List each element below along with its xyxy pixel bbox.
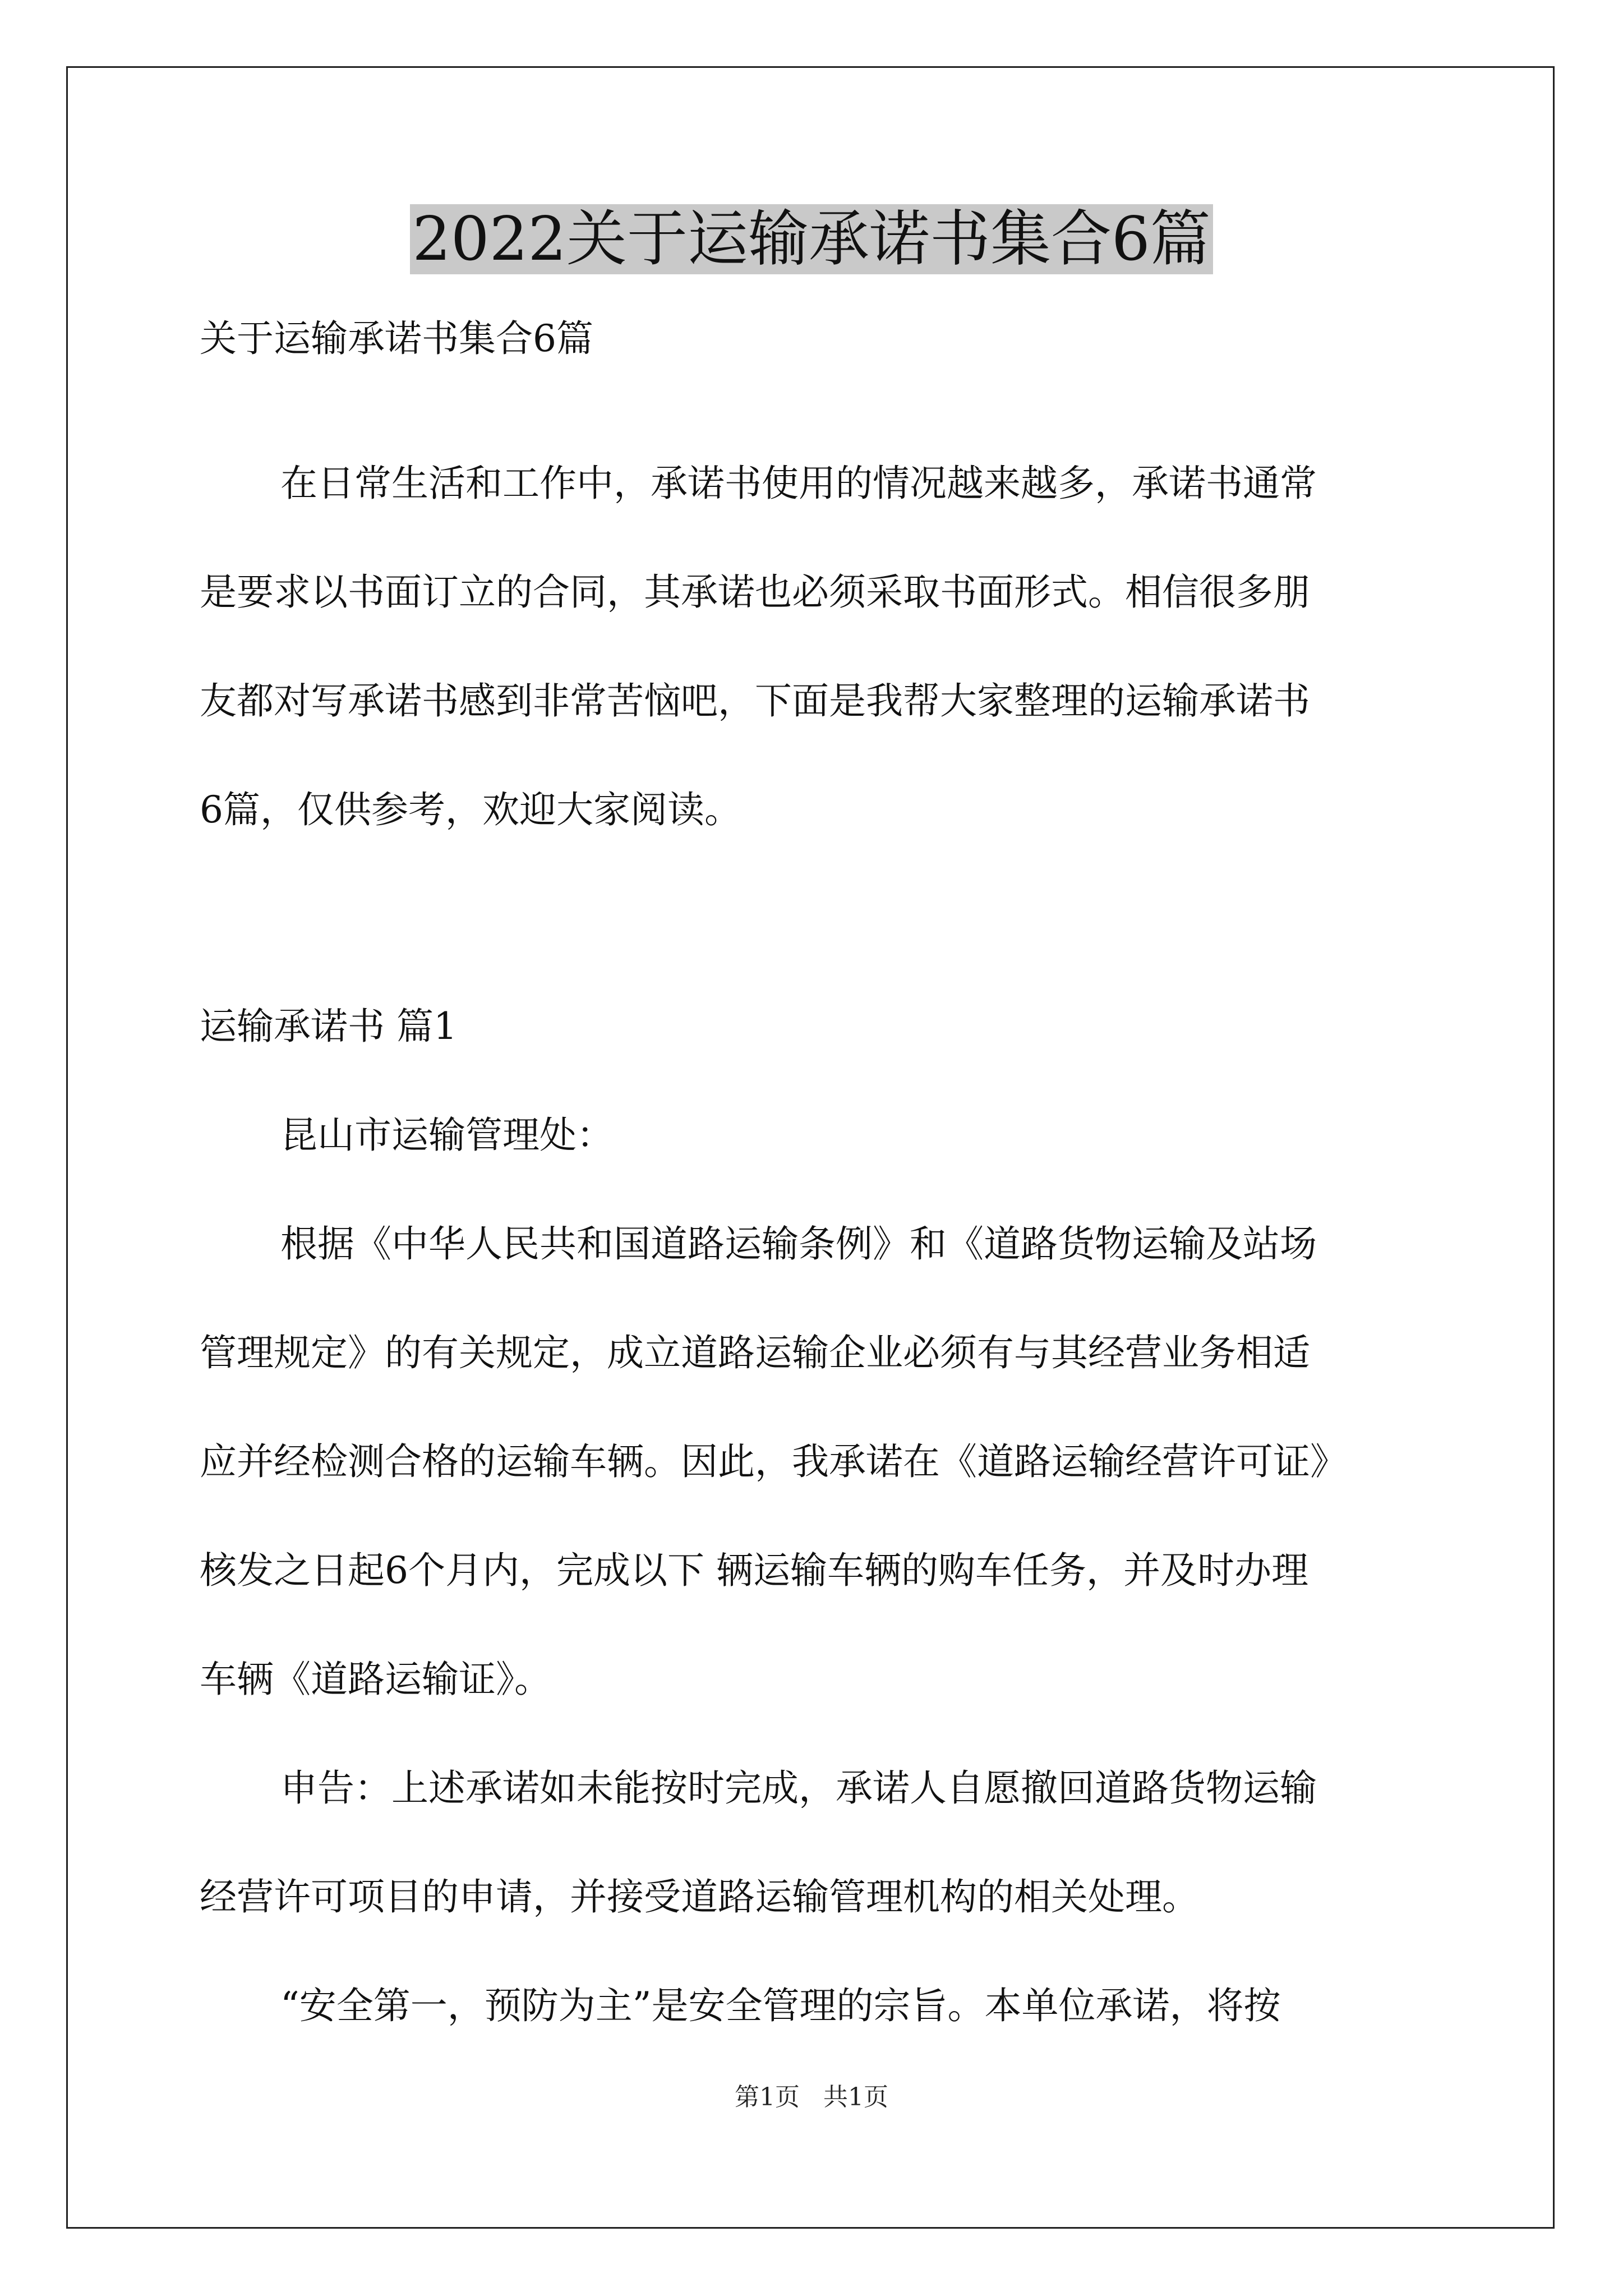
body-line: 经营许可项目的申请，并接受道路运输管理机构的相关处理。 [200, 1875, 1199, 1918]
intro-line: 友都对写承诺书感到非常苦恼吧，下面是我帮大家整理的运输承诺书 [200, 679, 1310, 723]
body-line: 核发之日起6个月内，完成以下 辆运输车辆的购车任务，并及时办理 [200, 1549, 1308, 1592]
body-line: 申告：上述承诺如未能按时完成，承诺人自愿撤回道路货物运输 [280, 1766, 1317, 1810]
intro-line: 6篇，仅供参考，欢迎大家阅读。 [200, 788, 741, 831]
section-heading: 运输承诺书 篇1 [200, 1005, 457, 1048]
addressee: 昆山市运输管理处： [280, 1114, 614, 1157]
body-line: 应并经检测合格的运输车辆。因此，我承诺在《道路运输经营许可证》 [200, 1440, 1347, 1483]
document-title-text: 2022关于运输承诺书集合6篇 [410, 204, 1213, 274]
page-number-footer: 第1页 共1页 [735, 2083, 888, 2111]
document-title [0, 203, 1623, 276]
body-line: 根据《中华人民共和国道路运输条例》和《道路货物运输及站场 [280, 1222, 1317, 1266]
document-subtitle: 关于运输承诺书集合6篇 [200, 317, 593, 360]
body-line: 车辆《道路运输证》。 [200, 1658, 551, 1701]
body-line: “安全第一，预防为主”是安全管理的宗旨。本单位承诺，将按 [280, 1984, 1281, 2027]
intro-line: 是要求以书面订立的合同，其承诺也必须采取书面形式。相信很多朋 [200, 570, 1310, 614]
intro-line: 在日常生活和工作中，承诺书使用的情况越来越多，承诺书通常 [280, 462, 1317, 505]
body-line: 管理规定》的有关规定，成立道路运输企业必须有与其经营业务相适 [200, 1331, 1310, 1374]
